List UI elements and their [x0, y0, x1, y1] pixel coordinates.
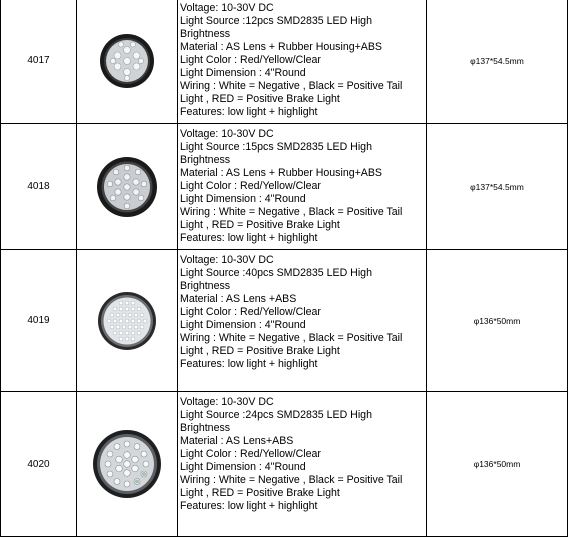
spec-line: Light Source :15pcs SMD2835 LED High: [180, 141, 372, 153]
table-row: [1, 392, 568, 537]
spec-line: Wiring : White = Negative , Black = Positive Tail: [180, 206, 403, 218]
spec-line: Light Dimension : 4"Round: [180, 67, 306, 79]
spec-line: Features: low light + highlight: [180, 106, 318, 118]
spec-line: Light Dimension : 4"Round: [180, 319, 306, 331]
spec-line: Light Color : Red/Yellow/Clear: [180, 180, 321, 192]
table-row: [1, 250, 568, 392]
product-image-cell: [77, 250, 178, 392]
spec-line: Material : AS Lens + Rubber Housing+ABS: [180, 41, 382, 53]
spec-line: Light Color : Red/Yellow/Clear: [180, 54, 321, 66]
model-number: 4019: [1, 250, 77, 392]
spec-line: Light Color : Red/Yellow/Clear: [180, 306, 321, 318]
spec-line: Light , RED = Positive Brake Light: [180, 219, 340, 231]
spec-line: Light , RED = Positive Brake Light: [180, 93, 340, 105]
spec-line: Material : AS Lens + Rubber Housing+ABS: [180, 167, 382, 179]
spec-line: Wiring : White = Negative , Black = Positive Tail: [180, 80, 403, 92]
spec-line: Wiring : White = Negative , Black = Positive Tail: [180, 474, 403, 486]
spec-text: [178, 124, 427, 250]
round-led-light-icon: [96, 156, 158, 218]
spec-line: Brightness: [180, 28, 231, 40]
spec-line: Brightness: [180, 154, 231, 166]
product-image-cell: [77, 392, 178, 537]
spec-line: Voltage: 10-30V DC: [180, 2, 274, 14]
spec-line: Light Color : Red/Yellow/Clear: [180, 448, 321, 460]
spec-line: Wiring : White = Negative , Black = Positive Tail: [180, 332, 403, 344]
spec-line: Brightness: [180, 422, 231, 434]
spec-line: Material : AS Lens +ABS: [180, 293, 297, 305]
spec-text: [178, 392, 427, 537]
table-row: [1, 124, 568, 250]
spec-line: Features: low light + highlight: [180, 500, 318, 512]
dimension-value: φ137*54.5mm: [427, 0, 568, 124]
spec-line: Voltage: 10-30V DC: [180, 128, 274, 140]
product-image-cell: [77, 124, 178, 250]
spec-line: Features: low light + highlight: [180, 358, 318, 370]
spec-text: [178, 0, 427, 124]
model-number: 4017: [1, 0, 77, 124]
dimension-value: φ137*54.5mm: [427, 124, 568, 250]
spec-line: Light Dimension : 4"Round: [180, 193, 306, 205]
spec-line: Voltage: 10-30V DC: [180, 396, 274, 408]
round-led-light-icon: [99, 33, 155, 89]
dimension-value: φ136*50mm: [427, 392, 568, 537]
spec-line: Light Source :12pcs SMD2835 LED High: [180, 15, 372, 27]
spec-text: [178, 250, 427, 392]
spec-line: Light Source :40pcs SMD2835 LED High: [180, 267, 372, 279]
round-led-light-icon: [97, 291, 157, 351]
model-number: 4018: [1, 124, 77, 250]
table-row: [1, 0, 568, 124]
spec-line: Light , RED = Positive Brake Light: [180, 345, 340, 357]
spec-line: Features: low light + highlight: [180, 232, 318, 244]
spec-line: Material : AS Lens+ABS: [180, 435, 294, 447]
round-led-light-icon: [92, 429, 162, 499]
dimension-value: φ136*50mm: [427, 250, 568, 392]
spec-line: Light , RED = Positive Brake Light: [180, 487, 340, 499]
spec-line: Light Source :24pcs SMD2835 LED High: [180, 409, 372, 421]
model-number: 4020: [1, 392, 77, 537]
spec-line: Voltage: 10-30V DC: [180, 254, 274, 266]
spec-line: Light Dimension : 4"Round: [180, 461, 306, 473]
product-image-cell: [77, 0, 178, 124]
spec-line: Brightness: [180, 280, 231, 292]
